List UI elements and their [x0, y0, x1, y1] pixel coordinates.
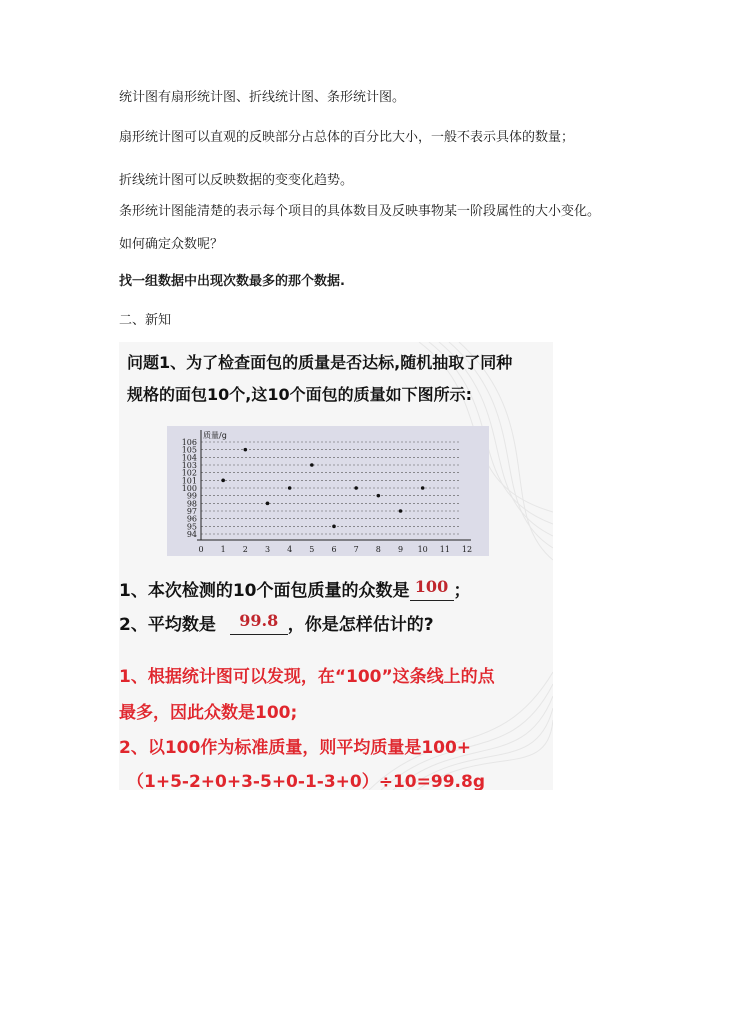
x-tick-label-1: 1	[220, 545, 226, 554]
slide-image	[119, 342, 553, 790]
y-tick-label-98: 98	[186, 499, 197, 509]
y-tick-label-100: 100	[181, 484, 197, 493]
data-point-2	[244, 448, 248, 452]
answer-2-blank	[230, 613, 288, 635]
x-tick-label-6: 6	[331, 545, 337, 554]
question-line-2: 规格的面包10个,这10个面包的质量如下图所示:	[127, 385, 473, 404]
x-tick-label-8: 8	[375, 545, 381, 554]
text-chart-types: 统计图有扇形统计图、折线统计图、条形统计图。	[119, 90, 406, 105]
y-tick-label-96: 96	[186, 514, 197, 524]
x-tick-label-4: 4	[287, 545, 293, 554]
x-tick-label-3: 3	[264, 545, 271, 554]
data-point-6	[332, 525, 336, 529]
data-point-3	[266, 502, 270, 506]
y-tick-label-106: 106	[181, 438, 197, 447]
data-point-4	[288, 486, 292, 490]
text-line-chart: 折线统计图可以反映数据的变变化趋势。	[119, 173, 354, 188]
answer-2-value: 99.8	[239, 611, 279, 630]
x-tick-label-12: 12	[461, 545, 473, 554]
explain-line-2: 最多，因此众数是100;	[119, 703, 298, 723]
text-mode-definition: 找一组数据中出现次数最多的那个数据.	[119, 274, 345, 289]
x-tick-label-2: 2	[242, 545, 248, 554]
scatter-chart-svg	[167, 426, 489, 556]
explain-line-1: 1、根据统计图可以发现，在“100”这条线上的点	[119, 667, 495, 687]
question-line-1: 问题1、为了检查面包的质量是否达标,随机抽取了同种	[127, 353, 513, 372]
text-bar-chart: 条形统计图能清楚的表示每个项目的具体数目及反映事物某一阶段属性的大小变化。	[119, 204, 601, 219]
answer-1	[119, 576, 471, 601]
y-tick-label-104: 104	[181, 453, 197, 463]
scatter-chart	[167, 426, 489, 556]
answer-1-suffix: ；	[453, 581, 471, 601]
y-tick-label-102: 102	[181, 468, 197, 478]
data-point-1	[221, 479, 225, 483]
y-tick-label-105: 105	[181, 445, 197, 455]
answer-1-prefix: 1、本次检测的10个面包质量的众数是	[119, 581, 410, 601]
data-point-7	[354, 486, 358, 490]
x-tick-label-10: 10	[417, 545, 428, 554]
text-pie-chart: 扇形统计图可以直观的反映部分占总体的百分比大小，一般不表示具体的数量；	[119, 130, 575, 145]
answer-1-blank	[410, 579, 454, 601]
x-tick-label-7: 7	[353, 545, 359, 554]
y-tick-label-94: 94	[186, 530, 197, 539]
y-tick-label-97: 97	[186, 507, 197, 516]
y-tick-label-95: 95	[186, 522, 197, 532]
y-tick-label-101: 101	[181, 476, 197, 486]
text-question-mode: 如何确定众数呢？	[119, 237, 224, 252]
data-point-8	[377, 494, 381, 498]
y-axis-label: 质量/g	[203, 431, 227, 440]
answer-1-value: 100	[414, 577, 449, 596]
explain-line-3: 2、以100作为标准质量，则平均质量是100+	[119, 738, 472, 758]
x-tick-label-0: 0	[198, 545, 204, 554]
x-tick-label-9: 9	[397, 545, 404, 554]
answer-2	[119, 610, 434, 635]
y-tick-label-99: 99	[186, 491, 197, 501]
y-tick-label-103: 103	[181, 461, 197, 470]
explain-line-4: （1+5-2+0+3-5+0-1-3+0）÷10=99.8g	[127, 772, 485, 790]
answer-2-suffix: ，你是怎样估计的?	[287, 615, 434, 635]
data-point-5	[310, 463, 314, 467]
x-tick-label-11: 11	[439, 545, 450, 554]
data-point-9	[399, 509, 403, 513]
x-tick-label-5: 5	[309, 545, 315, 554]
answer-2-prefix: 2、平均数是	[119, 615, 216, 635]
data-point-10	[421, 486, 425, 490]
section-heading: 二、新知	[119, 313, 172, 328]
